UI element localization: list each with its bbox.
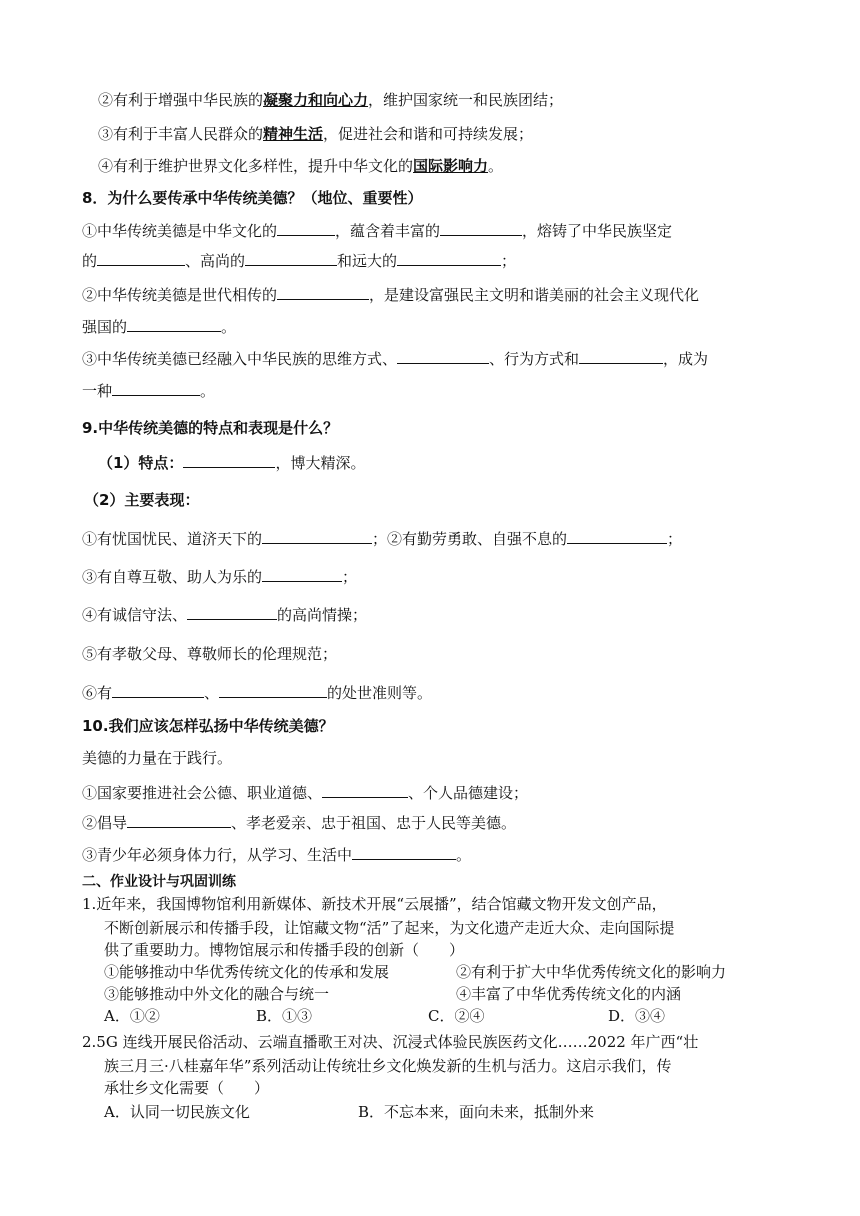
question-title: 8．为什么要传承中华传统美德？（地位、重要性） [82,189,423,207]
text-line [82,782,528,803]
text-line: 不断创新展示和传播手段，让馆藏文物“活”了起来，为文化遗产走近大众、走向国际提 [104,919,675,937]
text-segment: 、 [204,684,220,702]
text-line [82,604,367,625]
text-segment: 、孝老爱亲、忠于祖国、忠于人民等美德。 [231,814,517,832]
text-segment: 强国的 [82,318,128,336]
text-line [98,90,563,110]
option-c[interactable]: C．②④ [428,1007,485,1025]
statement: ②有利于扩大中华优秀传统文化的影响力 [456,963,727,981]
text-segment: 。 [488,157,504,175]
text-line [82,220,672,241]
text-segment: 的高尚情操； [277,606,368,624]
text-segment: ； [667,530,683,548]
text-line: 1.近年来，我国博物馆利用新媒体、新技术开展“云展播”，结合馆藏文物开发文创产品， [82,895,667,913]
option-b[interactable]: B．不忘本来，面向未来，抵制外来 [358,1103,595,1121]
fill-blank[interactable] [245,250,337,266]
fill-blank[interactable] [322,782,408,798]
fill-blank[interactable] [262,528,372,544]
option-d[interactable]: D．③④ [608,1007,666,1025]
text-segment: ②有利于增强中华民族的 [98,91,264,109]
text-line [82,380,215,401]
fill-blank[interactable] [127,316,221,332]
text-segment: ； [501,252,517,270]
text-segment: ④有利于维护世界文化多样性，提升中华文化的 [98,157,414,175]
text-segment: ②倡导 [82,814,128,832]
option-b[interactable]: B．①③ [256,1007,313,1025]
options-row [104,1102,784,1122]
keyword: 精神生活 [263,125,324,143]
text-segment: 、行为方式和 [489,350,580,368]
text-segment: ②中华传统美德是世代相传的 [82,286,278,304]
text-line [82,348,708,369]
text-segment: ③青少年必须身体力行，从学习、生活中 [82,846,353,864]
text-segment: ①有忧国忧民、道济天下的 [82,530,263,548]
text-line: 承壮乡文化需要（ ） [104,1079,270,1097]
text-segment: ③有自尊互敬、助人为乐的 [82,568,263,586]
text-segment: ③有利于丰富人民群众的 [98,125,264,143]
fill-blank[interactable] [183,452,275,468]
section-title: 二、作业设计与巩固训练 [82,874,236,890]
fill-blank[interactable] [567,528,667,544]
keyword: 国际影响力 [413,157,489,175]
choice-statements-row [104,962,784,982]
fill-blank[interactable] [277,220,335,236]
choice-statements-row [104,984,784,1004]
fill-blank[interactable] [127,812,231,828]
text-segment: 、高尚的 [185,252,246,270]
text-segment: 。 [200,382,216,400]
text-segment: 。 [221,318,237,336]
text-line [82,528,682,549]
fill-blank[interactable] [277,284,369,300]
option-a[interactable]: A．认同一切民族文化 [104,1103,250,1121]
sub-heading: （2）主要表现： [84,491,200,509]
text-line: 美德的力量在于践行。 [82,749,233,767]
text-segment: 、个人品德建设； [408,784,529,802]
text-line: 供了重要助力。博物馆展示和传播手段的创新（ ） [104,941,465,959]
text-segment: ⑥有 [82,684,113,702]
text-line [82,316,236,337]
text-segment: 的 [82,252,98,270]
text-segment: （1）特点： [98,454,184,472]
statement: ③能够推动中外文化的融合与统一 [104,985,330,1003]
text-line [82,812,516,833]
fill-blank[interactable] [262,566,342,582]
text-segment: ④有诚信守法、 [82,606,188,624]
text-segment: ；②有勤劳勇敢、自强不息的 [372,530,568,548]
text-line [98,452,365,473]
text-line [82,284,699,305]
fill-blank[interactable] [397,250,501,266]
text-segment: 一种 [82,382,113,400]
question-title: 10.我们应该怎样弘扬中华传统美德？ [82,717,334,735]
fill-blank[interactable] [187,604,277,620]
fill-blank[interactable] [352,844,456,860]
statement: ④丰富了中华优秀传统文化的内涵 [456,985,682,1003]
text-line [82,682,432,703]
text-segment: ； [342,568,358,586]
question-title: 9.中华传统美德的特点和表现是什么？ [82,419,339,437]
text-segment: ，维护国家统一和民族团结； [368,91,564,109]
text-segment: ①国家要推进社会公德、职业道德、 [82,784,323,802]
text-segment: 的处世准则等。 [327,684,433,702]
option-a[interactable]: A．①② [104,1007,160,1025]
keyword: 凝聚力和向心力 [263,91,369,109]
text-segment: ，促进社会和谐和可持续发展； [323,125,534,143]
text-line [98,124,533,144]
text-segment: ，成为 [663,350,709,368]
text-line: ⑤有孝敬父母、尊敬师长的伦理规范； [82,645,338,663]
text-segment: ③中华传统美德已经融入中华民族的思维方式、 [82,350,398,368]
fill-blank[interactable] [440,220,522,236]
fill-blank[interactable] [112,682,204,698]
fill-blank[interactable] [579,348,663,364]
fill-blank[interactable] [112,380,200,396]
text-segment: ，蕴含着丰富的 [335,222,441,240]
options-row [104,1006,784,1026]
text-segment: 。 [456,846,472,864]
fill-blank[interactable] [219,682,327,698]
fill-blank[interactable] [397,348,489,364]
text-line [82,844,471,865]
text-segment: ，博大精深。 [275,454,366,472]
text-line: 2.5G 连线开展民俗活动、云端直播歌王对决、沉浸式体验民族医药文化……2022 年广西“壮 [82,1033,699,1051]
text-line: 族三月三·八桂嘉年华”系列活动让传统壮乡文化焕发新的生机与活力。这启示我们，传 [104,1057,672,1075]
text-segment: ，是建设富强民主文明和谐美丽的社会主义现代化 [369,286,700,304]
statement: ①能够推动中华优秀传统文化的传承和发展 [104,963,390,981]
text-line [98,156,503,176]
text-segment: ，熔铸了中华民族坚定 [522,222,673,240]
text-segment: 和远大的 [337,252,398,270]
text-line [82,250,516,271]
text-line [82,566,357,587]
text-segment: ①中华传统美德是中华文化的 [82,222,278,240]
fill-blank[interactable] [97,250,185,266]
